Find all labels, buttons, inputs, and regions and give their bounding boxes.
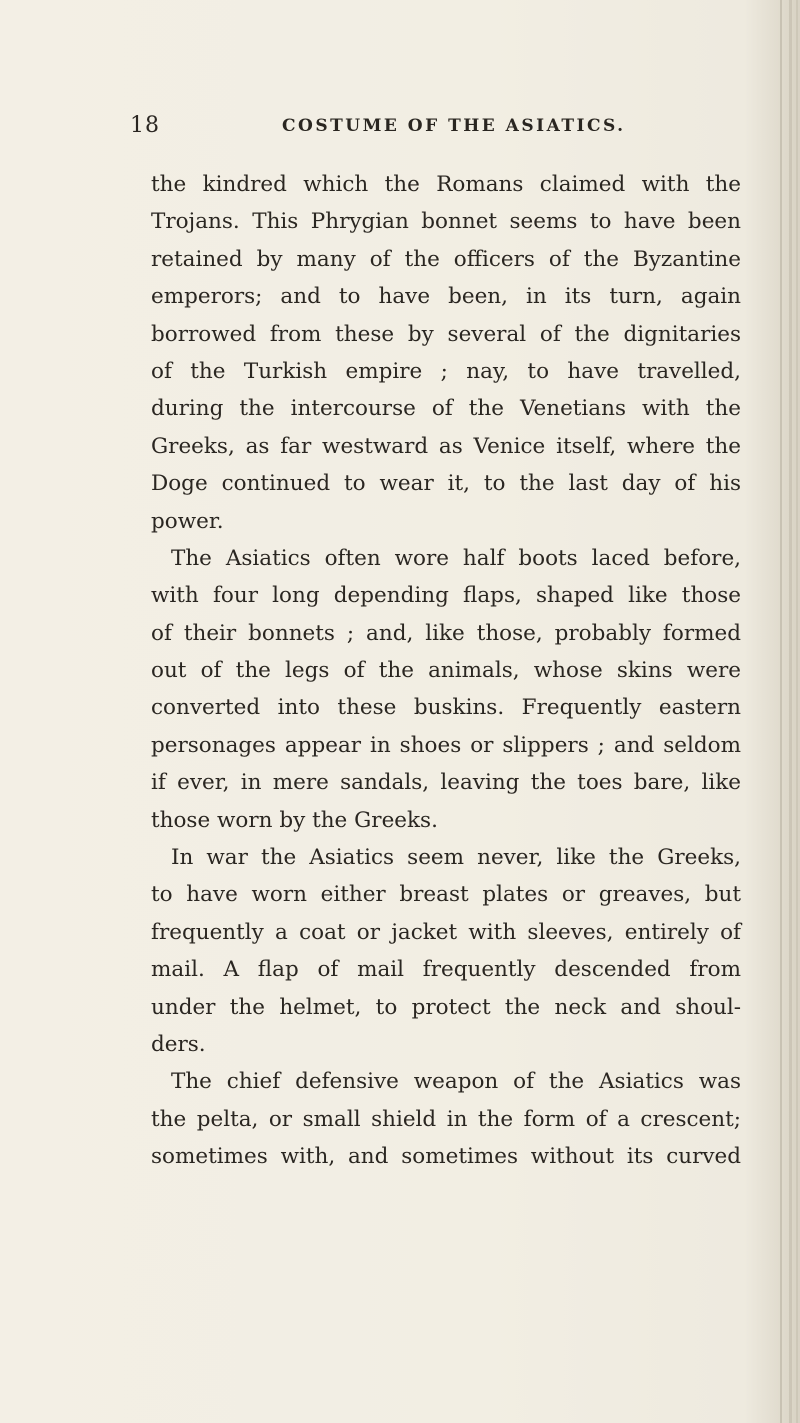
text-line: personages appear in shoes or slippers ; and seldom xyxy=(151,732,741,758)
page-edge-line xyxy=(789,0,792,1423)
text-line: out of the legs of the animals, whose skins were xyxy=(151,658,741,684)
text-line: frequently a coat or jacket with sleeves, entirely of xyxy=(151,919,741,945)
page-header xyxy=(0,113,800,143)
page-edge-line xyxy=(780,0,782,1423)
text-line: converted into these buskins. Frequently eastern xyxy=(151,695,741,721)
text-line: Greeks, as far westward as Venice itself, where the xyxy=(151,433,741,459)
text-line: Doge continued to wear it, to the last day of his xyxy=(151,471,741,497)
text-line: mail. A flap of mail frequently descended from xyxy=(151,957,741,983)
text-line: with four long depending flaps, shaped like those xyxy=(151,583,741,609)
page-number: 18 xyxy=(130,113,160,138)
text-line: emperors; and to have been, in its turn, again xyxy=(151,284,741,310)
text-line: sometimes with, and sometimes without its curved xyxy=(151,1144,741,1170)
text-line: the kindred which the Romans claimed with the xyxy=(151,172,741,197)
text-line: ders. xyxy=(151,1031,206,1057)
page-edge-line xyxy=(796,0,798,1423)
text-line: In war the Asiatics seem never, like the Greeks, xyxy=(171,845,741,871)
text-line: those worn by the Greeks. xyxy=(151,807,438,833)
text-line: borrowed from these by several of the dignitaries xyxy=(151,321,741,347)
text-line: retained by many of the officers of the Byzantine xyxy=(151,246,741,272)
text-line: of the Turkish empire ; nay, to have travelled, xyxy=(151,358,741,384)
text-line: during the intercourse of the Venetians with the xyxy=(151,396,741,422)
text-line: of their bonnets ; and, like those, probably formed xyxy=(151,620,741,646)
text-line: The Asiatics often wore half boots laced before, xyxy=(171,545,741,571)
text-line: under the helmet, to protect the neck and shoul- xyxy=(151,994,741,1020)
text-line: power. xyxy=(151,508,224,534)
text-line: the pelta, or small shield in the form of a crescent; xyxy=(151,1106,741,1132)
text-line: The chief defensive weapon of the Asiatics was xyxy=(171,1069,741,1095)
body-text xyxy=(151,166,741,1176)
running-head: COSTUME OF THE ASIATICS. xyxy=(282,116,626,136)
text-line: if ever, in mere sandals, leaving the toes bare, like xyxy=(151,770,741,796)
text-line: Trojans. This Phrygian bonnet seems to have been xyxy=(151,209,741,235)
text-line: to have worn either breast plates or greaves, but xyxy=(151,882,741,908)
